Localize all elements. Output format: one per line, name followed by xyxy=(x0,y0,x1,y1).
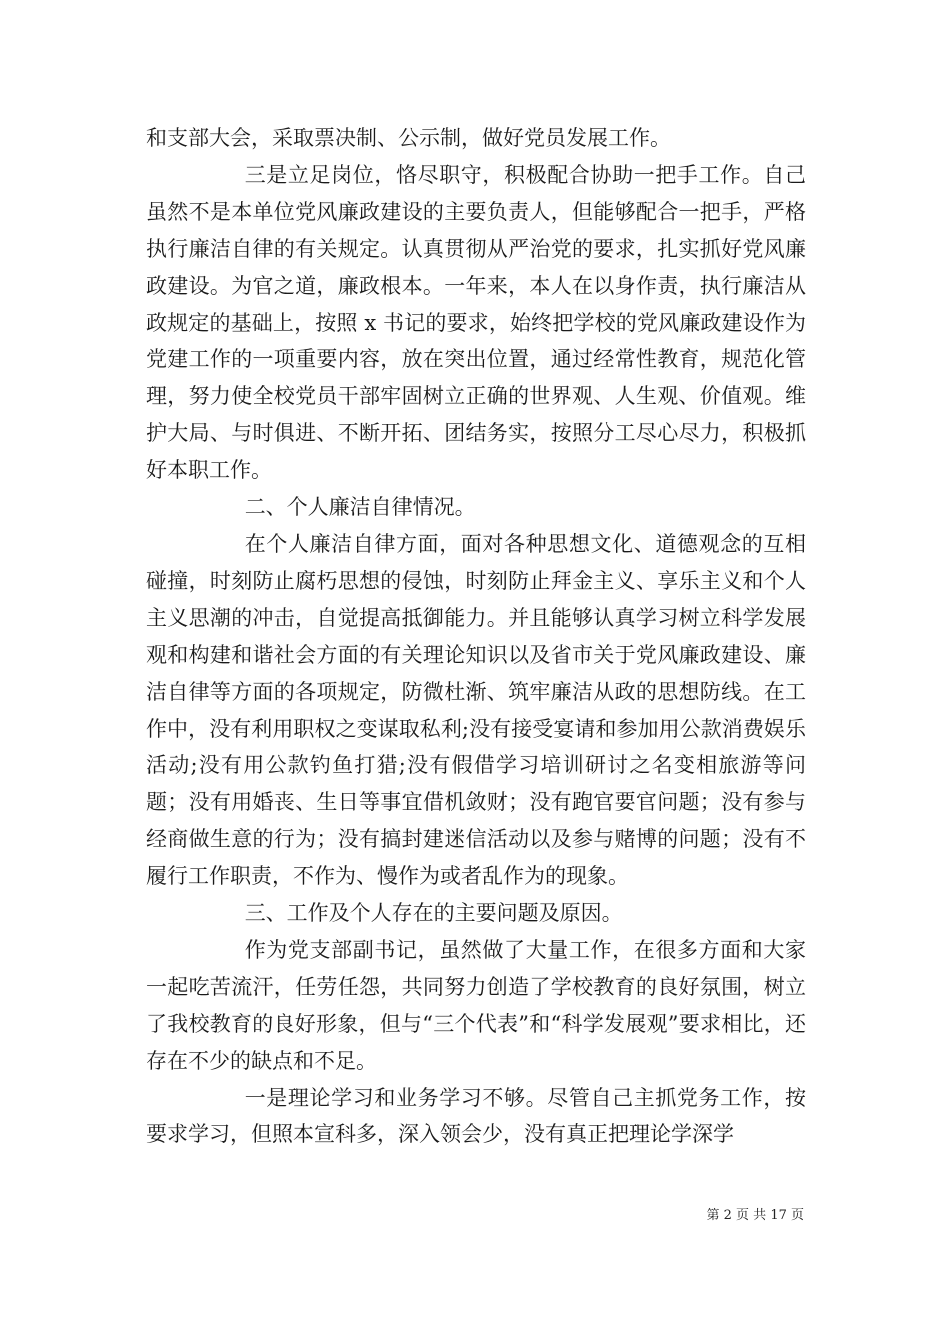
paragraph-first-problem: 一是理论学习和业务学习不够。尽管自己主抓党务工作，按要求学习，但照本宣科多，深入领会少，没有真正把理论学深学 xyxy=(146,1085,806,1147)
section-heading-self-discipline: 二、个人廉洁自律情况。 xyxy=(244,495,476,520)
paragraph-self-discipline: 在个人廉洁自律方面，面对各种思想文化、道德观念的互相碰撞，时刻防止腐朽思想的侵蚀，时刻防止拜金主义、享乐主义和个人主义思潮的冲击，自觉提高抵御能力。并且能够认真学习树立科学发展观和构建和谐社会方面的有关理论知识以及省市关于党风廉政建设、廉洁自律等方面的各项规定，防微杜渐、筑牢廉洁从政的思想防线。在工作中，没有利用职权之变谋取私利;没有接受宴请和参加用公款消费娱乐活动;没有用公款钓鱼打猎;没有假借学习培训研讨之名变相旅游等问题；没有用婚丧、生日等事宜借机敛财；没有跑官要官问题；没有参与经商做生意的行为；没有搞封建迷信活动以及参与赌博的问题；没有不履行工作职责，不作为、慢作为或者乱作为的现象。 xyxy=(146,531,806,889)
paragraph-continuation: 和支部大会，采取票决制、公示制，做好党员发展工作。 xyxy=(146,126,671,150)
page-number-footer: 第 2 页 共 17 页 xyxy=(706,1208,804,1223)
paragraph-third-point: 三是立足岗位，恪尽职守，积极配合协助一把手工作。自己虽然不是本单位党风廉政建设的主要负责人，但能够配合一把手，严格执行廉洁自律的有关规定。认真贯彻从严治党的要求，扎实抓好党风廉政建设。为官之道，廉政根本。一年来，本人在以身作责，执行廉洁从政规定的基础上，按照 x 书记的要求，始终把学校的党风廉政建设作为党建工作的一项重要内容，放在突出位置，通过经常性教育，规范化管理，努力使全校党员干部牢固树立正确的世界观、人生观、价值观。维护大局、与时俱进、不断开拓、团结务实，按照分工尽心尽力，积极抓好本职工作。 xyxy=(146,162,806,483)
paragraph-problems-intro: 作为党支部副书记，虽然做了大量工作，在很多方面和大家一起吃苦流汗，任劳任怨，共同努力创造了学校教育的良好氛围，树立了我校教育的良好形象，但与“三个代表”和“科学发展观”要求相比，还存在不少的缺点和不足。 xyxy=(146,937,806,1073)
section-heading-problems: 三、工作及个人存在的主要问题及原因。 xyxy=(244,901,623,926)
document-body xyxy=(146,120,806,1153)
